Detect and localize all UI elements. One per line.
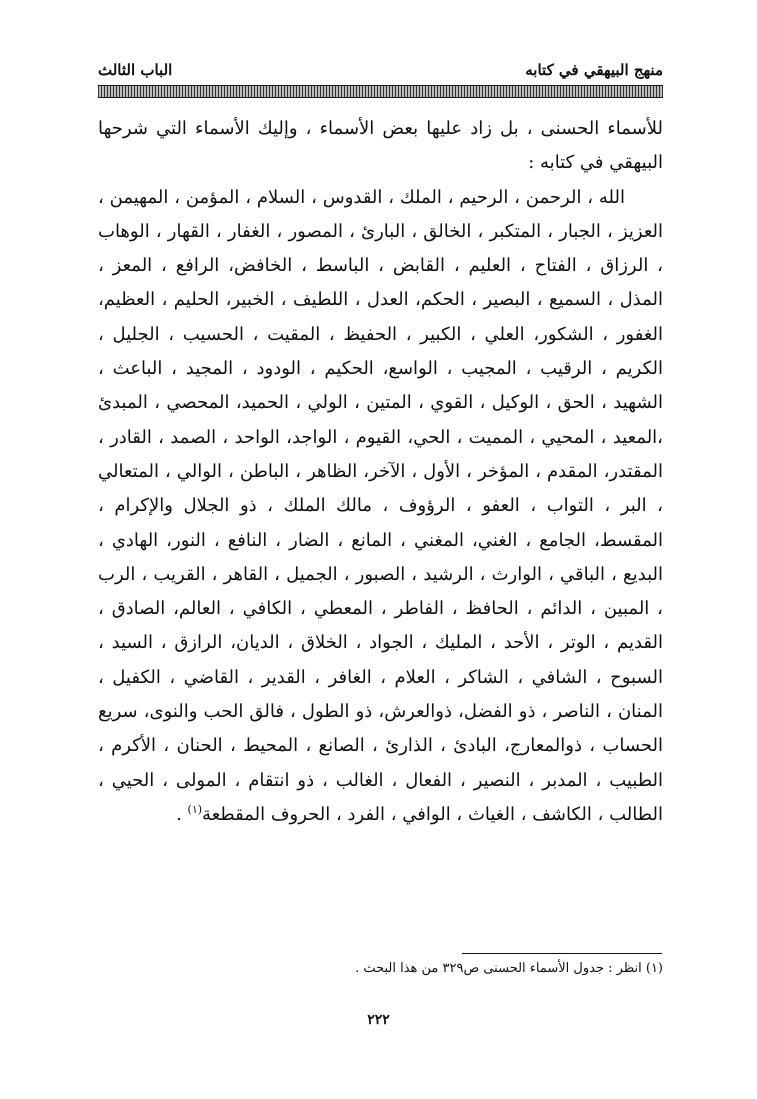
end-mark: . [176, 803, 188, 825]
footnote: (١) انظر : جدول الأسماء الحسنى ص٣٢٩ من هذا البحث . [355, 961, 663, 976]
header-rule [98, 85, 663, 98]
book-title: منهج البيهقي في كتابه [525, 61, 663, 79]
names-list: الله ، الرحمن ، الرحيم ، الملك ، القدوس ، السلام ، المؤمن ، المهيمن ، العزيز ، الجبار ، المتكبر ، الخالق ، البارئ ، المصور ، الغفار ، القهار ، الوهاب ، الرزاق ، الفتاح ، العليم ، القابض ، الباسط ، الخافض، الرافع ، المعز ، المذل ، السميع ، البصير ، الحكم، العدل ، اللطيف ، الخبير، الحليم ، العظيم، الغفور ، الشكور، العلي ، الكبير ، الحفيظ ، المقيت ، الحسيب ، الجليل ، الكريم ، الرقيب ، المجيب ، الواسع، الحكيم ، الودود ، المجيد ، الباعث ، الشهيد ، الحق ، الوكيل ، القوي ، المتين ، الولي ، الحميد، المحصي ، المبدئ ،المعيد ، المحيي ، المميت ، الحي، القيوم ، الواجد، الواحد ، الصمد ، القادر ، المقتدر، المقدم ، المؤخر ، الأول ، الآخر، الظاهر ، الباطن ، الوالي ، المتعالي ، البر ، التواب ، العفو ، الرؤوف ، مالك الملك ، ذو الجلال والإكرام ، المقسط، الجامع ، الغني، المغني ، المانع ، الضار ، النافع ، النور، الهادي ، البديع ، الباقي ، الوارث ، الرشيد ، الصبور ، الجميل ، القاهر ، القريب ، الرب ، المبين ، الدائم ، الحافظ ، الفاطر ، المعطي ، الكافي ، العالم، الصادق ، القديم ، الوتر ، الأحد ، المليك ، الجواد ، الخلاق ، الديان، الرازق ، السيد ، السبوح ، الشافي ، الشاكر ، العلام ، الغافر ، القدير ، القاضي ، الكفيل ، المنان ، الناصر ، ذو الفضل، ذوالعرش، ذو الطول ، فالق الحب والنوى، سريع الحساب ، ذوالمعارج، البادئ ، الذارئ ، الصانع ، المحيط ، الحنان ، الأكرم ، الطبيب ، المدبر ، النصير ، الفعال ، الغالب ، ذو انتقام ، المولى ، الحيي ، الطالب ، الكاشف ، الغياث ، الوافي ، الفرد ، الحروف المقطعة [98, 186, 663, 825]
intro-paragraph: للأسماء الحسنى ، بل زاد عليها بعض الأسماء ، وإليك الأسماء التي شرحها البيهقي في كتابه : [98, 118, 663, 174]
footnote-reference: (١) [187, 802, 203, 816]
footnote-separator [462, 953, 662, 954]
names-paragraph [98, 181, 663, 833]
running-header [98, 58, 663, 82]
page-body [98, 112, 663, 832]
page-number: ٢٢٢ [367, 1012, 390, 1028]
chapter-title: الباب الثالث [98, 61, 173, 79]
